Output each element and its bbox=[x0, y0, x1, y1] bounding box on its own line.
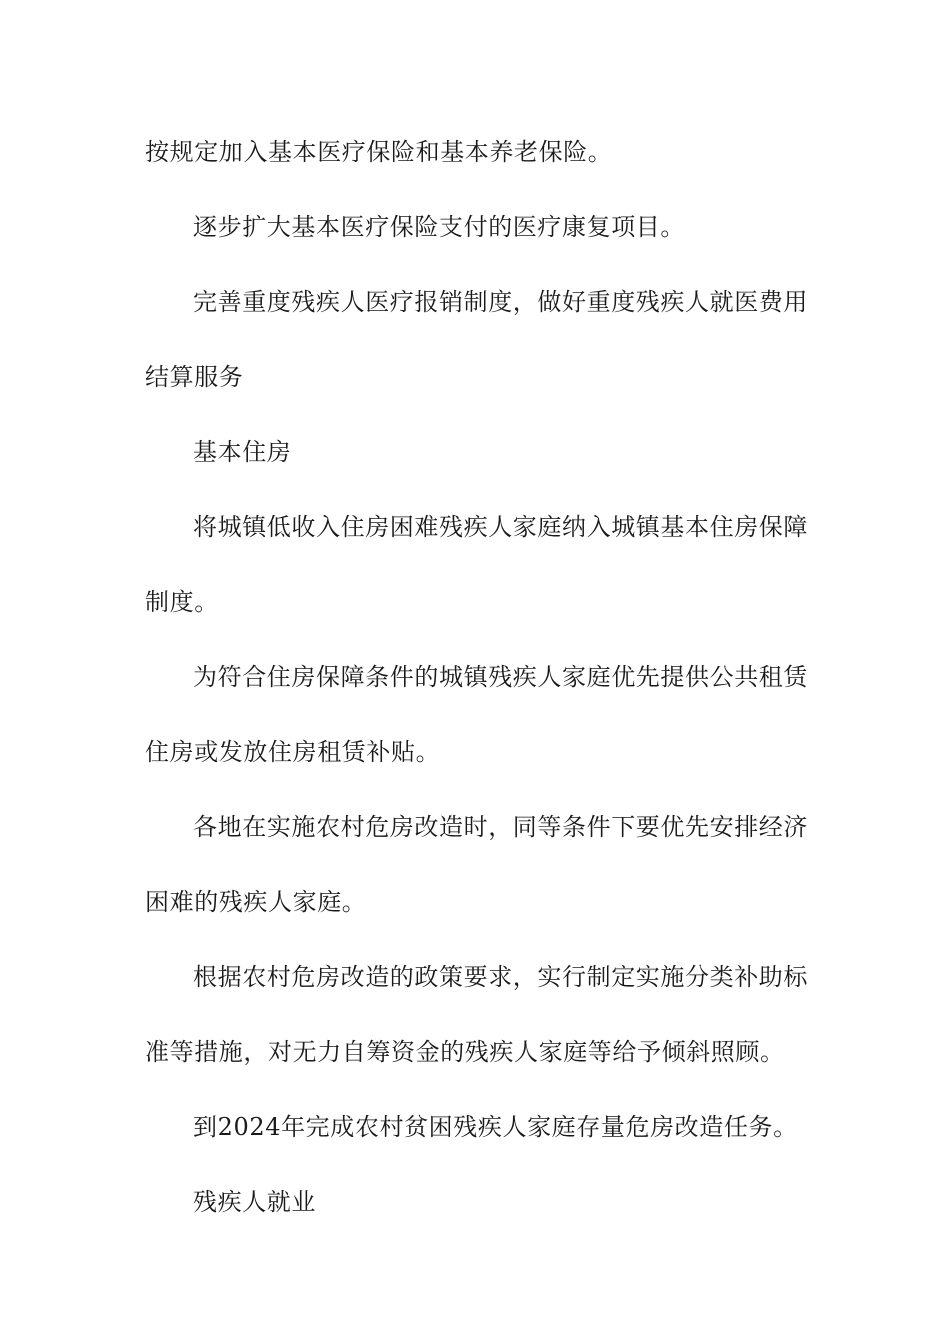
paragraph-line: 按规定加入基本医疗保险和基本养老保险。 bbox=[145, 138, 613, 166]
paragraph-line: 为符合住房保障条件的城镇残疾人家庭优先提供公共租赁 bbox=[193, 663, 808, 691]
paragraph-line: 准等措施，对无力自筹资金的残疾人家庭等给予倾斜照顾。 bbox=[145, 1038, 785, 1066]
paragraph-line: 逐步扩大基本医疗保险支付的医疗康复项目。 bbox=[193, 213, 685, 241]
paragraph-line: 制度。 bbox=[145, 588, 219, 616]
paragraph-line: 各地在实施农村危房改造时，同等条件下要优先安排经济 bbox=[193, 813, 808, 841]
paragraph-line: 将城镇低收入住房困难残疾人家庭纳入城镇基本住房保障 bbox=[193, 513, 808, 541]
paragraph-line: 住房或发放住房租赁补贴。 bbox=[145, 738, 441, 766]
section-heading-basic-housing: 基本住房 bbox=[193, 438, 292, 466]
paragraph-line: 结算服务 bbox=[145, 363, 244, 391]
paragraph-line: 完善重度残疾人医疗报销制度，做好重度残疾人就医费用 bbox=[193, 288, 808, 316]
section-heading-employment: 残疾人就业 bbox=[193, 1188, 316, 1216]
paragraph-line: 到2024年完成农村贫困残疾人家庭存量危房改造任务。 bbox=[193, 1113, 798, 1141]
paragraph-line: 困难的残疾人家庭。 bbox=[145, 888, 367, 916]
paragraph-line: 根据农村危房改造的政策要求，实行制定实施分类补助标 bbox=[193, 963, 808, 991]
